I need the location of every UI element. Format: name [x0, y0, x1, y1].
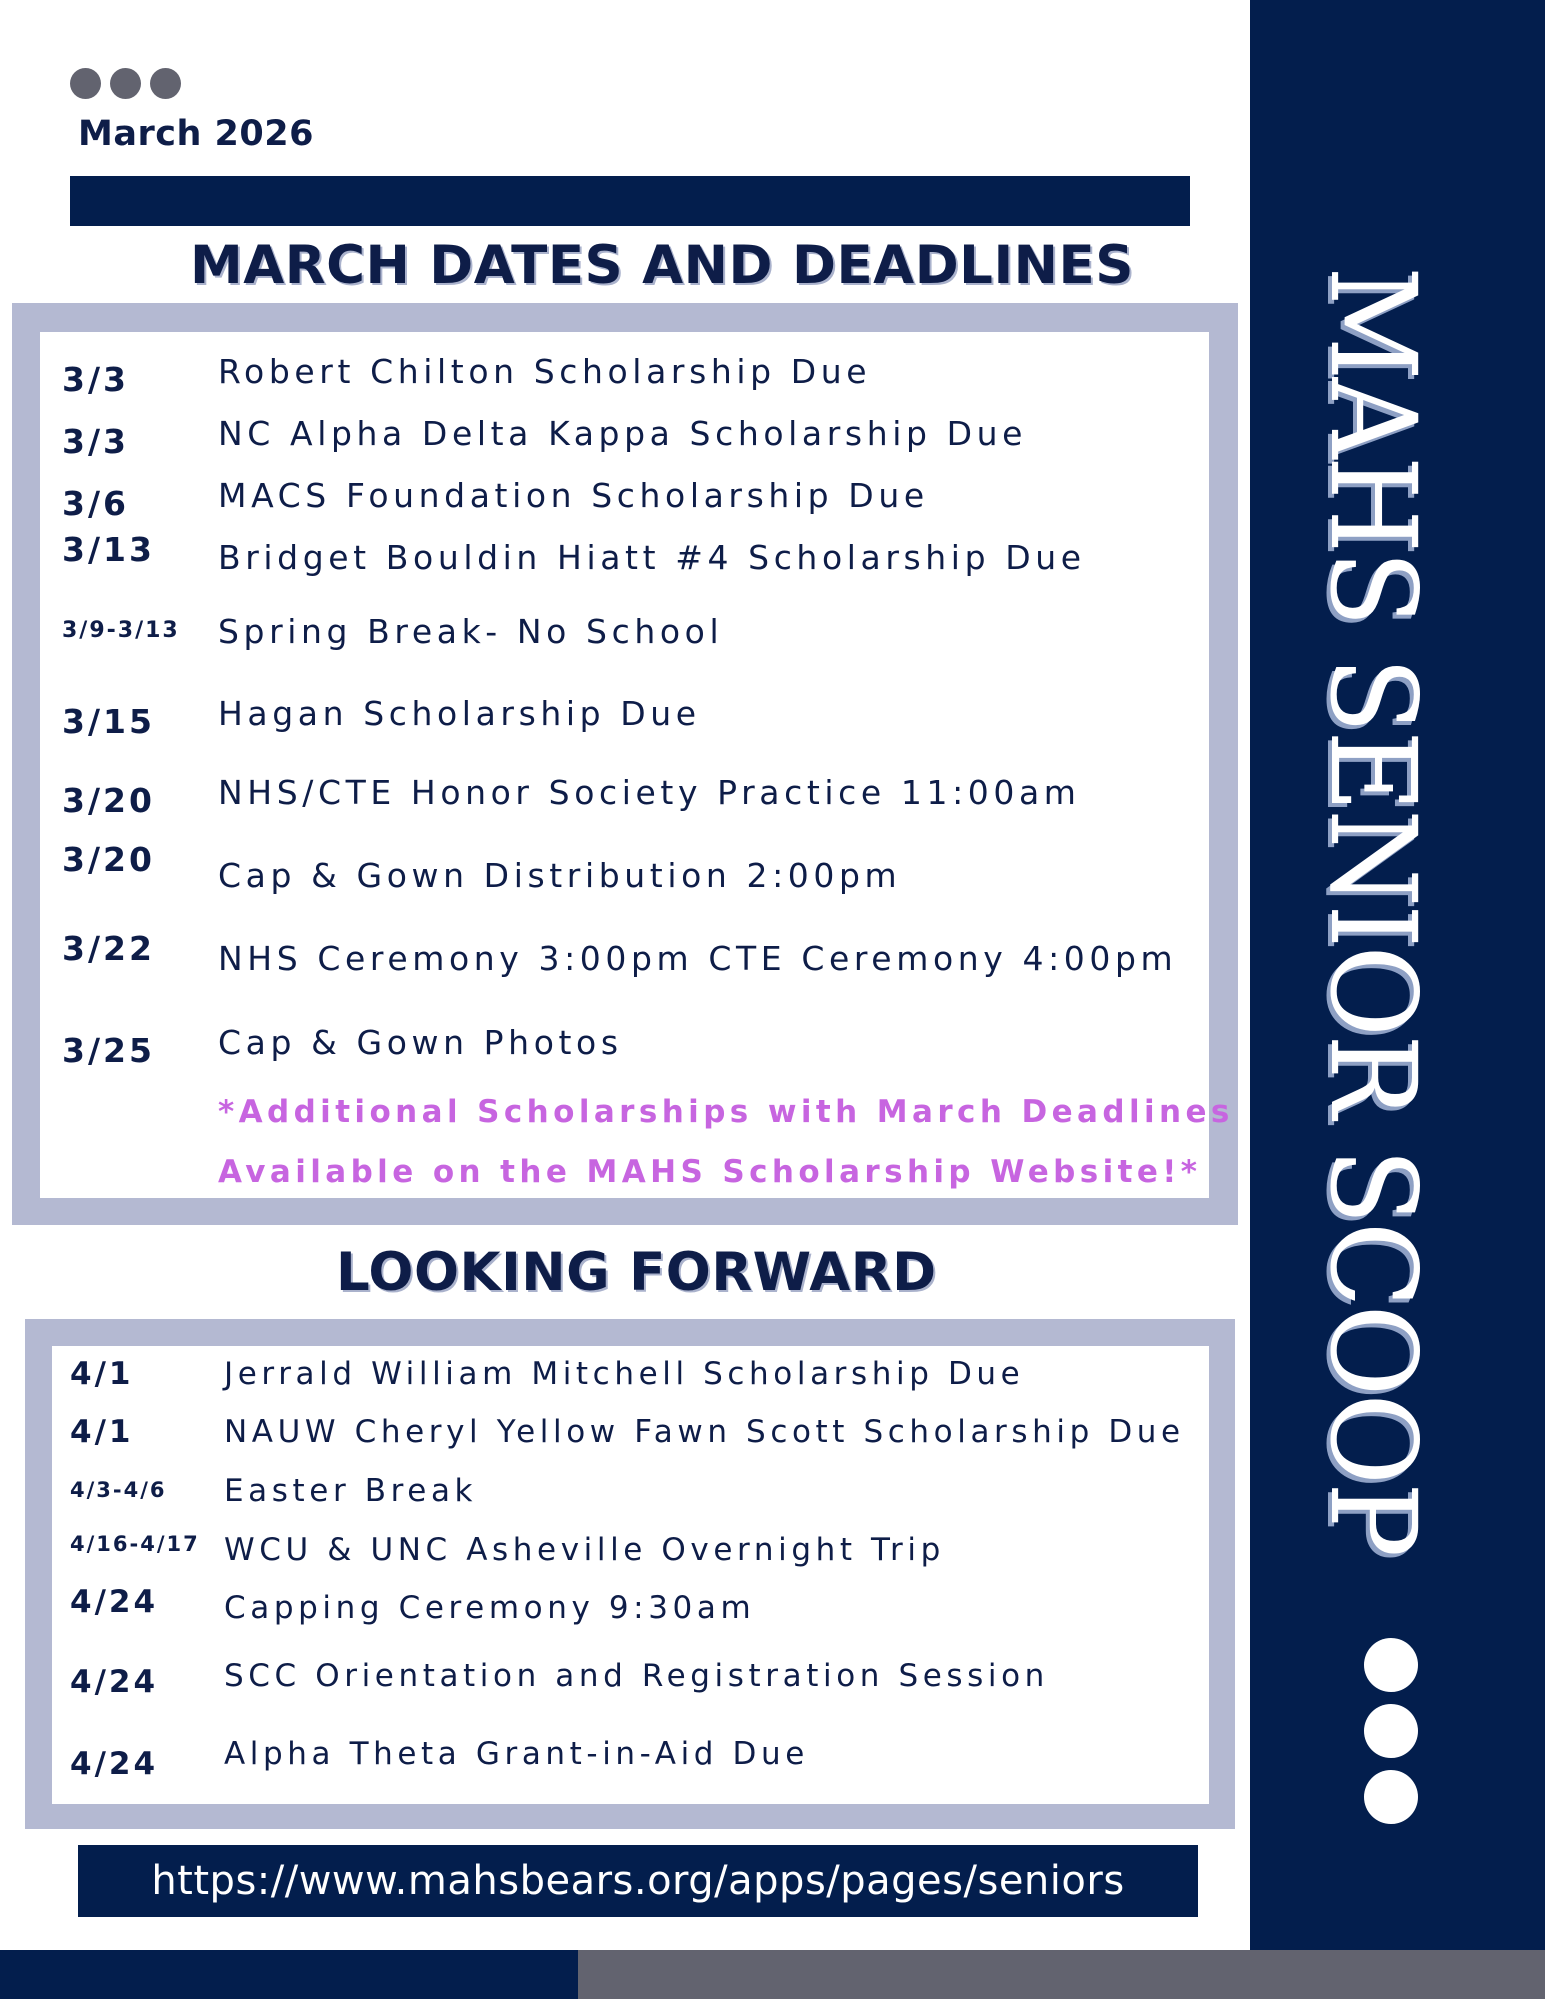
- header-bar: [70, 176, 1190, 226]
- item-event: NAUW Cheryl Yellow Fawn Scott Scholarship Due: [224, 1414, 1185, 1450]
- item-event: Jerrald William Mitchell Scholarship Due: [224, 1356, 1025, 1392]
- item-event: NC Alpha Delta Kappa Scholarship Due: [218, 414, 1028, 453]
- header-dots-icon: [70, 68, 181, 99]
- item-event: Easter Break: [224, 1473, 478, 1509]
- item-event: MACS Foundation Scholarship Due: [218, 476, 929, 515]
- item-event: NHS Ceremony 3:00pm CTE Ceremony 4:00pm: [218, 939, 1178, 978]
- website-url[interactable]: https://www.mahsbears.org/apps/pages/seniors: [151, 1858, 1125, 1904]
- item-event: Hagan Scholarship Due: [218, 694, 701, 733]
- list-item: [40, 694, 1209, 741]
- item-date: 4/1: [70, 1414, 134, 1450]
- item-date: 3/9-3/13: [62, 618, 180, 643]
- dot-icon: [1364, 1770, 1418, 1824]
- item-event: Robert Chilton Scholarship Due: [218, 352, 872, 391]
- item-date: 3/15: [62, 702, 155, 741]
- item-date: 4/24: [70, 1584, 159, 1620]
- dot-icon: [70, 68, 101, 99]
- item-event: Spring Break- No School: [218, 612, 724, 651]
- list-item: [52, 1356, 1209, 1396]
- march-dates-list: [40, 332, 1234, 1198]
- item-event: SCC Orientation and Registration Session: [224, 1658, 1049, 1694]
- item-date: 4/3-4/6: [70, 1478, 167, 1502]
- list-item: [52, 1414, 1209, 1454]
- scholarship-note-line2: Available on the MAHS Scholarship Website!*: [218, 1154, 1202, 1190]
- item-event: Bridget Bouldin Hiatt #4 Scholarship Due: [218, 538, 1086, 577]
- item-date: 3/3: [62, 422, 129, 461]
- item-date: 3/25: [62, 1031, 155, 1070]
- seniors-website-link[interactable]: [78, 1845, 1198, 1917]
- list-item: [40, 476, 1209, 523]
- list-item: [52, 1584, 1209, 1630]
- item-event: WCU & UNC Asheville Overnight Trip: [224, 1532, 945, 1568]
- item-date: 3/20: [62, 781, 155, 820]
- dot-icon: [150, 68, 181, 99]
- item-date: 3/13: [62, 530, 155, 569]
- item-date: 4/16-4/17: [70, 1532, 200, 1556]
- item-event: Capping Ceremony 9:30am: [224, 1590, 756, 1626]
- list-item: [40, 352, 1209, 399]
- item-event: Alpha Theta Grant-in-Aid Due: [224, 1736, 809, 1772]
- newsletter-title: MAHS SENIOR SCOOP: [1303, 265, 1441, 1555]
- sidebar-title-wrap: [1302, 225, 1442, 1595]
- forward-section-title: LOOKING FORWARD: [336, 1242, 937, 1303]
- issue-date: March 2026: [78, 114, 314, 154]
- list-item: [40, 1023, 1209, 1070]
- item-event: Cap & Gown Photos: [218, 1023, 623, 1062]
- scholarship-note-line1: *Additional Scholarships with March Deadlines: [218, 1094, 1234, 1130]
- list-item: [40, 530, 1209, 578]
- list-item: [52, 1736, 1209, 1782]
- item-event: NHS/CTE Honor Society Practice 11:00am: [218, 773, 1081, 812]
- list-item: [52, 1532, 1209, 1572]
- item-event: Cap & Gown Distribution 2:00pm: [218, 856, 902, 895]
- list-item: [40, 840, 1209, 896]
- item-date: 4/24: [70, 1746, 159, 1782]
- list-item: [40, 414, 1209, 461]
- item-date: 3/22: [62, 929, 155, 968]
- list-item: [52, 1658, 1209, 1698]
- list-item: [40, 929, 1209, 979]
- dot-icon: [110, 68, 141, 99]
- item-date: 3/6: [62, 484, 129, 523]
- list-item: [40, 773, 1209, 820]
- item-date: 4/24: [70, 1664, 159, 1700]
- sidebar-dots-icon: [1364, 1638, 1418, 1824]
- footer-bar-gray: [578, 1950, 1545, 1999]
- list-item: [40, 612, 1209, 652]
- item-date: 3/20: [62, 840, 155, 879]
- dot-icon: [1364, 1638, 1418, 1692]
- item-date: 3/3: [62, 360, 129, 399]
- march-section-title: MARCH DATES AND DEADLINES: [190, 235, 1134, 296]
- item-date: 4/1: [70, 1356, 134, 1392]
- footer-bar-navy: [0, 1950, 578, 1999]
- forward-dates-list: [52, 1346, 1209, 1804]
- dot-icon: [1364, 1704, 1418, 1758]
- list-item: [52, 1473, 1209, 1513]
